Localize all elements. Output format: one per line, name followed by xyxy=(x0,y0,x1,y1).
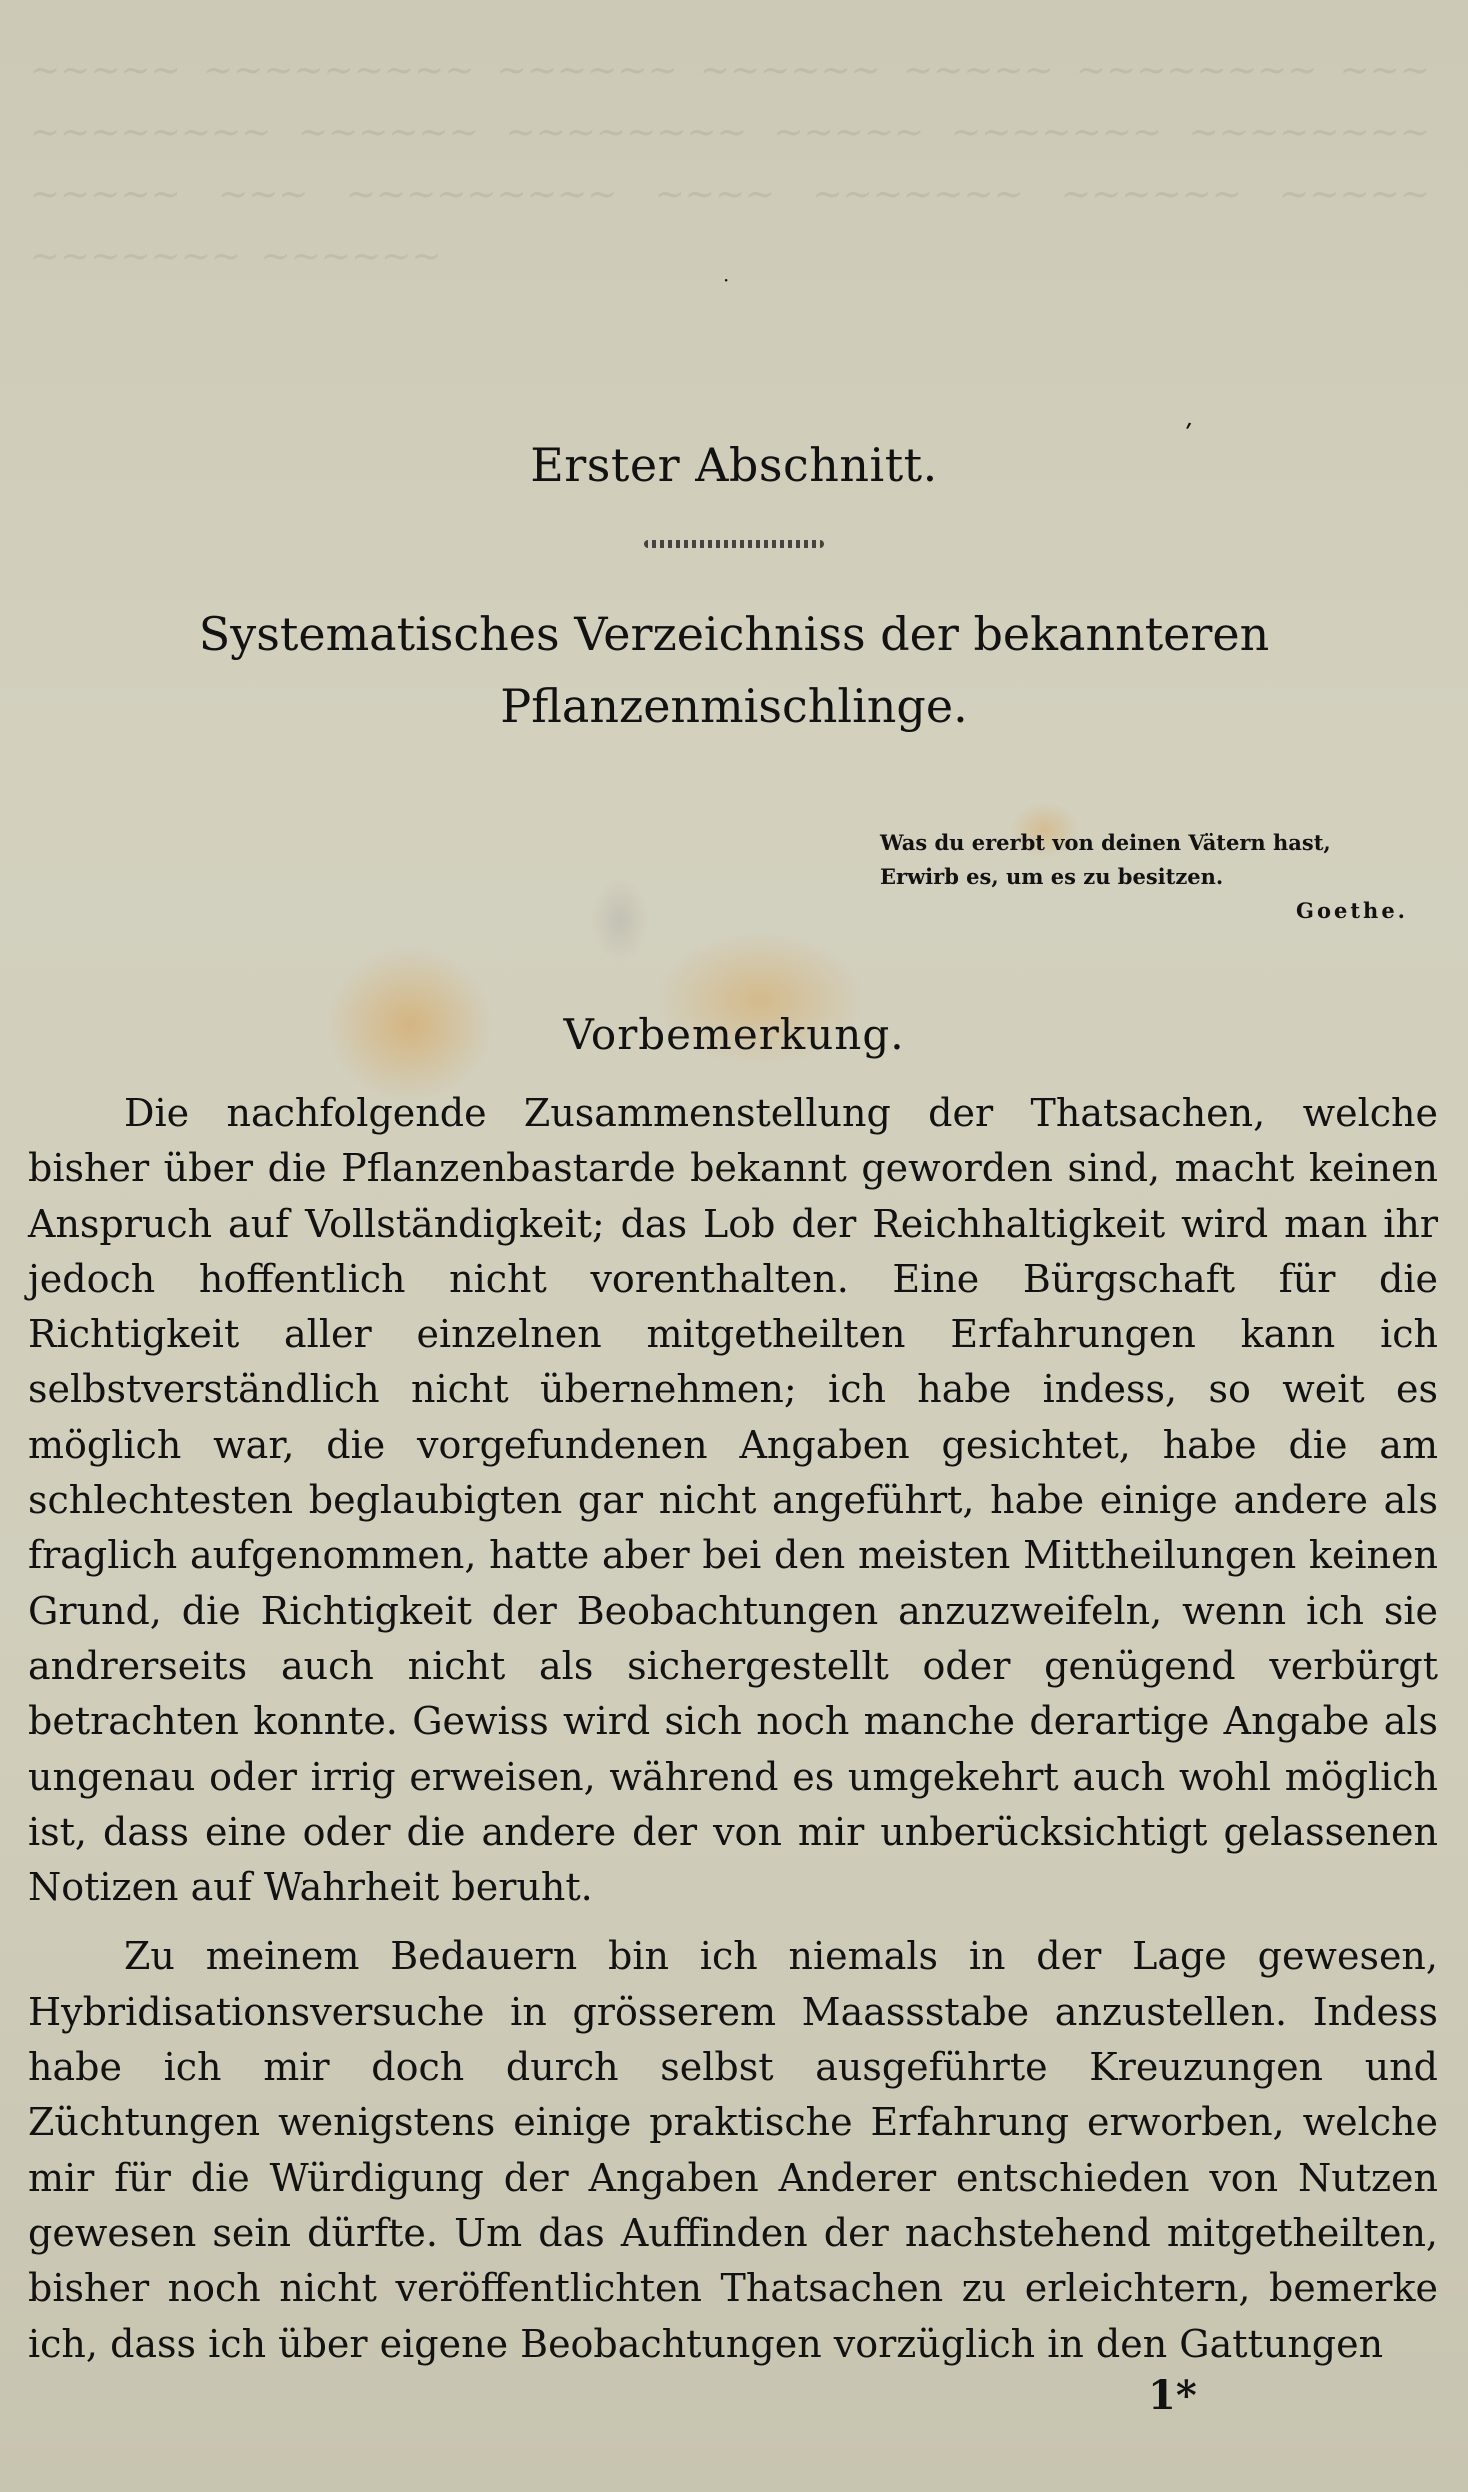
body-text xyxy=(28,1086,1438,2372)
speck-mark: · xyxy=(723,268,730,292)
section-title: Erster Abschnitt. xyxy=(530,438,938,492)
paragraph: Zu meinem Bedauern bin ich niemals in der Lage gewesen, Hybridisationsversuche in grösserem Maassstabe anzustellen. Indess habe ich mir doch durch selbst ausgeführte Kreuzungen und Züchtungen wenigstens einige praktische Erfahrung erworben, welche mir für die Würdigung der Angaben Anderer entschieden von Nutzen gewesen sein dürfte. Um das Auffinden der nachstehend mitgetheilten, bisher noch nicht veröffentlichten Thatsachen zu erleichtern, bemerke ich, dass ich über eigene Beobachtungen vorzüglich in den Gattungen xyxy=(28,1934,1438,2366)
paragraph: Die nachfolgende Zusammenstellung der Thatsachen, welche bisher über die Pflanzenbastarde bekannt geworden sind, macht keinen Anspruch auf Vollständigkeit; das Lob der Reichhaltigkeit wird man ihr jedoch hoffentlich nicht vorenthalten. Eine Bürgschaft für die Richtigkeit aller einzelnen mitgetheilten Erfahrungen kann ich selbstverständlich nicht übernehmen; ich habe indess, so weit es möglich war, die vorgefundenen Angaben gesichtet, habe die am schlechtesten beglaubigten gar nicht angeführt, habe einige andere als fraglich aufgenommen, hatte aber bei den meisten Mittheilungen keinen Grund, die Richtigkeit der Beobachtungen anzuzweifeln, wenn ich sie andrerseits auch nicht als sichergestellt oder genügend verbürgt betrachten konnte. Gewiss wird sich noch manche derartige Angabe als ungenau oder irrig erweisen, während es umgekehrt auch wohl möglich ist, dass eine oder die andere der von mir unberücksichtigt gelassenen Notizen auf Wahrheit beruht. xyxy=(28,1091,1438,1910)
chapter-heading: Systematisches Verzeichniss der bekannteren Pflanzenmischlinge. xyxy=(198,607,1270,733)
ornamental-rule xyxy=(644,540,824,548)
epigraph-line: Erwirb es, um es zu besitzen. xyxy=(880,864,1224,889)
subtitle: Vorbemerkung. xyxy=(563,1010,905,1059)
epigraph-line: Was du ererbt von deinen Vätern hast, xyxy=(880,830,1331,855)
bleed-through-text: ~~~~~ ~~~~~~~~~ ~~~~~~ ~~~~~~ ~~~~~ ~~~~~~~~ ~~~ ~~~~~~~~ ~~~~~~ ~~~~~~~~ ~~~~~ ~~~~~~~ ~~~~~~~~ ~~~~~ ~~~ ~~~~~~~~~ ~~~~ ~~~~~~~ ~~~~~~ ~~~~~ ~~~~~~~ ~~~~~~ xyxy=(30,50,1430,277)
speck-mark: ʹ xyxy=(1177,419,1194,451)
epigraph xyxy=(880,826,1408,928)
signature-mark: 1* xyxy=(1148,2372,1197,2419)
epigraph-author: Goethe. xyxy=(1296,898,1408,923)
